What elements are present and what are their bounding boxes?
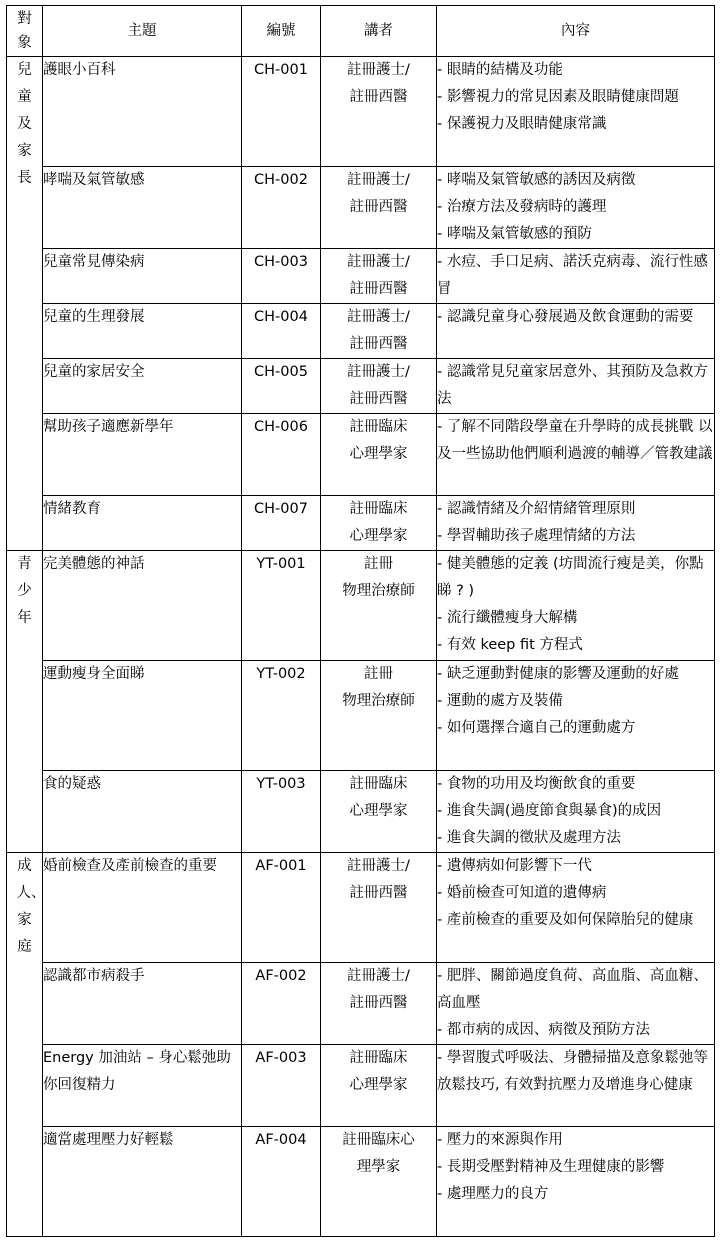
- speaker-line: 心理學家: [349, 528, 408, 544]
- content-item: - 產前檢查的重要及如何保障胎兒的健康: [437, 912, 694, 928]
- speaker-line: 註冊護士/: [347, 309, 410, 325]
- speaker-line: 註冊西醫: [349, 199, 408, 215]
- group-label-text: 成人、家庭: [16, 858, 46, 955]
- header-row: [7, 6, 715, 57]
- speaker-line: 註冊西醫: [349, 885, 408, 901]
- content-item: - 婚前檢查可知道的遺傳病: [437, 885, 607, 901]
- course-table: [6, 5, 715, 1237]
- code-cell: CH-007: [242, 496, 321, 551]
- code-cell: CH-006: [242, 414, 321, 496]
- topic-cell: 兒童的生理發展: [43, 304, 242, 359]
- table-row: [7, 414, 715, 496]
- content-item: - 學習腹式呼吸法、身體掃描及意象鬆弛等放鬆技巧, 有效對抗壓力及增進身心健康: [437, 1050, 708, 1093]
- speaker-line: 註冊護士/: [347, 968, 410, 984]
- content-item: - 學習輔助孩子處理情緒的方法: [437, 528, 636, 544]
- topic-cell: 認識都市病殺手: [43, 963, 242, 1045]
- topic-cell: 食的疑惑: [43, 771, 242, 853]
- speaker-line: 註冊護士/: [347, 858, 410, 874]
- table-row: [7, 551, 715, 661]
- content-item: - 肥胖、關節過度負荷、高血脂、高血糖、高血壓: [437, 968, 708, 1011]
- speaker-cell: [321, 167, 437, 249]
- content-item: - 壓力的來源與作用: [437, 1132, 563, 1148]
- speaker-line: 註冊西醫: [349, 995, 408, 1011]
- speaker-cell: [321, 359, 437, 414]
- content-cell: [437, 1045, 715, 1127]
- speaker-cell: [321, 57, 437, 167]
- table-row: [7, 1127, 715, 1237]
- table-body: [7, 57, 715, 1237]
- speaker-line: 註冊臨床: [349, 419, 408, 435]
- content-item: - 進食失調的徵狀及處理方法: [437, 830, 621, 846]
- table-row: [7, 1045, 715, 1127]
- content-cell: [437, 661, 715, 771]
- table-row: [7, 661, 715, 771]
- code-cell: CH-004: [242, 304, 321, 359]
- table-row: [7, 167, 715, 249]
- content-item: - 健美體態的定義 (坊間流行瘦是美，你點睇 ? ): [437, 556, 704, 599]
- speaker-line: 物理治療師: [342, 693, 415, 709]
- content-item: - 哮喘及氣管敏感的預防: [437, 226, 592, 242]
- header-code: 編號: [242, 6, 321, 57]
- speaker-line: 註冊: [364, 556, 393, 572]
- content-cell: [437, 853, 715, 963]
- speaker-line: 註冊護士/: [347, 62, 410, 78]
- topic-cell: 幫助孩子適應新學年: [43, 414, 242, 496]
- topic-cell: 運動瘦身全面睇: [43, 661, 242, 771]
- speaker-line: 物理治療師: [342, 583, 415, 599]
- table-row: [7, 963, 715, 1045]
- topic-cell: 婚前檢查及產前檢查的重要: [43, 853, 242, 963]
- topic-cell: 兒童常見傳染病: [43, 249, 242, 304]
- code-cell: AF-002: [242, 963, 321, 1045]
- content-item: - 進食失調(過度節食與暴食)的成因: [437, 803, 662, 819]
- speaker-line: 註冊臨床: [349, 501, 408, 517]
- speaker-cell: [321, 1045, 437, 1127]
- header-speaker: 講者: [321, 6, 437, 57]
- speaker-line: 註冊臨床: [349, 1050, 408, 1066]
- table-row: [7, 853, 715, 963]
- content-item: - 流行纖體瘦身大解構: [437, 610, 578, 626]
- speaker-line: 註冊臨床: [349, 776, 408, 792]
- topic-cell: 護眼小百科: [43, 57, 242, 167]
- speaker-cell: [321, 963, 437, 1045]
- speaker-line: 心理學家: [349, 803, 408, 819]
- topic-cell: 完美體態的神話: [43, 551, 242, 661]
- code-cell: CH-002: [242, 167, 321, 249]
- content-item: - 水痘、手口足病、諾沃克病毒、流行性感冒: [437, 254, 708, 297]
- table-row: [7, 359, 715, 414]
- code-cell: AF-004: [242, 1127, 321, 1237]
- speaker-cell: [321, 304, 437, 359]
- code-cell: AF-001: [242, 853, 321, 963]
- speaker-line: 註冊: [364, 666, 393, 682]
- speaker-line: 註冊西醫: [349, 281, 408, 297]
- group-label-text: 兒童及家長: [17, 62, 32, 186]
- topic-cell: 適當處理壓力好輕鬆: [43, 1127, 242, 1237]
- content-item: - 認識情緒及介紹情緒管理原則: [437, 501, 636, 517]
- speaker-line: 註冊護士/: [347, 254, 410, 270]
- table-row: [7, 771, 715, 853]
- content-cell: [437, 249, 715, 304]
- content-item: - 都市病的成因、病徵及預防方法: [437, 1022, 650, 1038]
- content-item: - 缺乏運動對健康的影響及運動的好處: [437, 666, 679, 682]
- content-item: - 長期受壓對精神及生理健康的影響: [437, 1159, 665, 1175]
- header-target: [7, 6, 43, 57]
- topic-cell: 哮喘及氣管敏感: [43, 167, 242, 249]
- table-row: [7, 496, 715, 551]
- content-item: - 影響視力的常見因素及眼睛健康問題: [437, 89, 679, 105]
- content-item: - 眼睛的結構及功能: [437, 62, 563, 78]
- content-cell: [437, 551, 715, 661]
- table-row: [7, 57, 715, 167]
- content-cell: [437, 57, 715, 167]
- content-item: - 認識兒童身心發展過及飲食運動的需要: [437, 309, 694, 325]
- speaker-line: 心理學家: [349, 1077, 408, 1093]
- content-item: - 認識常見兒童家居意外、其預防及急救方法: [437, 364, 708, 407]
- speaker-line: 註冊護士/: [347, 172, 410, 188]
- speaker-cell: [321, 853, 437, 963]
- group-label: [7, 551, 43, 853]
- group-label: [7, 57, 43, 551]
- content-cell: [437, 771, 715, 853]
- code-cell: AF-003: [242, 1045, 321, 1127]
- header-target-text: 對象: [17, 11, 32, 51]
- code-cell: CH-005: [242, 359, 321, 414]
- group-label-text: 青少年: [17, 556, 32, 626]
- speaker-line: 註冊西醫: [349, 336, 408, 352]
- content-item: - 保護視力及眼睛健康常識: [437, 116, 607, 132]
- code-cell: YT-001: [242, 551, 321, 661]
- code-cell: CH-003: [242, 249, 321, 304]
- content-item: - 有效 keep fit 方程式: [437, 637, 583, 653]
- content-cell: [437, 963, 715, 1045]
- speaker-line: 註冊西醫: [349, 391, 408, 407]
- content-cell: [437, 304, 715, 359]
- header-content: 內容: [437, 6, 715, 57]
- content-item: - 如何選擇合適自己的運動處方: [437, 720, 636, 736]
- speaker-cell: [321, 496, 437, 551]
- table-row: [7, 304, 715, 359]
- content-cell: [437, 167, 715, 249]
- code-cell: YT-003: [242, 771, 321, 853]
- content-item: - 食物的功用及均衡飲食的重要: [437, 776, 636, 792]
- topic-cell: 兒童的家居安全: [43, 359, 242, 414]
- table-row: [7, 249, 715, 304]
- speaker-cell: [321, 1127, 437, 1237]
- topic-cell: 情緒教育: [43, 496, 242, 551]
- content-item: - 處理壓力的良方: [437, 1186, 549, 1202]
- speaker-cell: [321, 249, 437, 304]
- content-cell: [437, 1127, 715, 1237]
- header-topic: 主題: [43, 6, 242, 57]
- speaker-line: 註冊西醫: [349, 89, 408, 105]
- content-cell: [437, 359, 715, 414]
- content-item: - 遺傳病如何影響下一代: [437, 858, 592, 874]
- content-item: - 哮喘及氣管敏感的誘因及病徵: [437, 172, 636, 188]
- speaker-cell: [321, 661, 437, 771]
- content-item: - 治療方法及發病時的護理: [437, 199, 607, 215]
- content-cell: [437, 414, 715, 496]
- speaker-line: 理學家: [356, 1159, 401, 1175]
- content-item: - 了解不同階段學童在升學時的成長挑戰 以及一些協助他們順利過渡的輔導／管教建議: [437, 419, 713, 462]
- speaker-line: 註冊臨床心: [342, 1132, 415, 1148]
- speaker-cell: [321, 771, 437, 853]
- code-cell: CH-001: [242, 57, 321, 167]
- code-cell: YT-002: [242, 661, 321, 771]
- speaker-cell: [321, 414, 437, 496]
- speaker-cell: [321, 551, 437, 661]
- group-label: [7, 853, 46, 1237]
- topic-cell: Energy 加油站 – 身心鬆弛助你回復精力: [43, 1045, 242, 1127]
- content-item: - 運動的處方及裝備: [437, 693, 563, 709]
- speaker-line: 註冊護士/: [347, 364, 410, 380]
- speaker-line: 心理學家: [349, 446, 408, 462]
- content-cell: [437, 496, 715, 551]
